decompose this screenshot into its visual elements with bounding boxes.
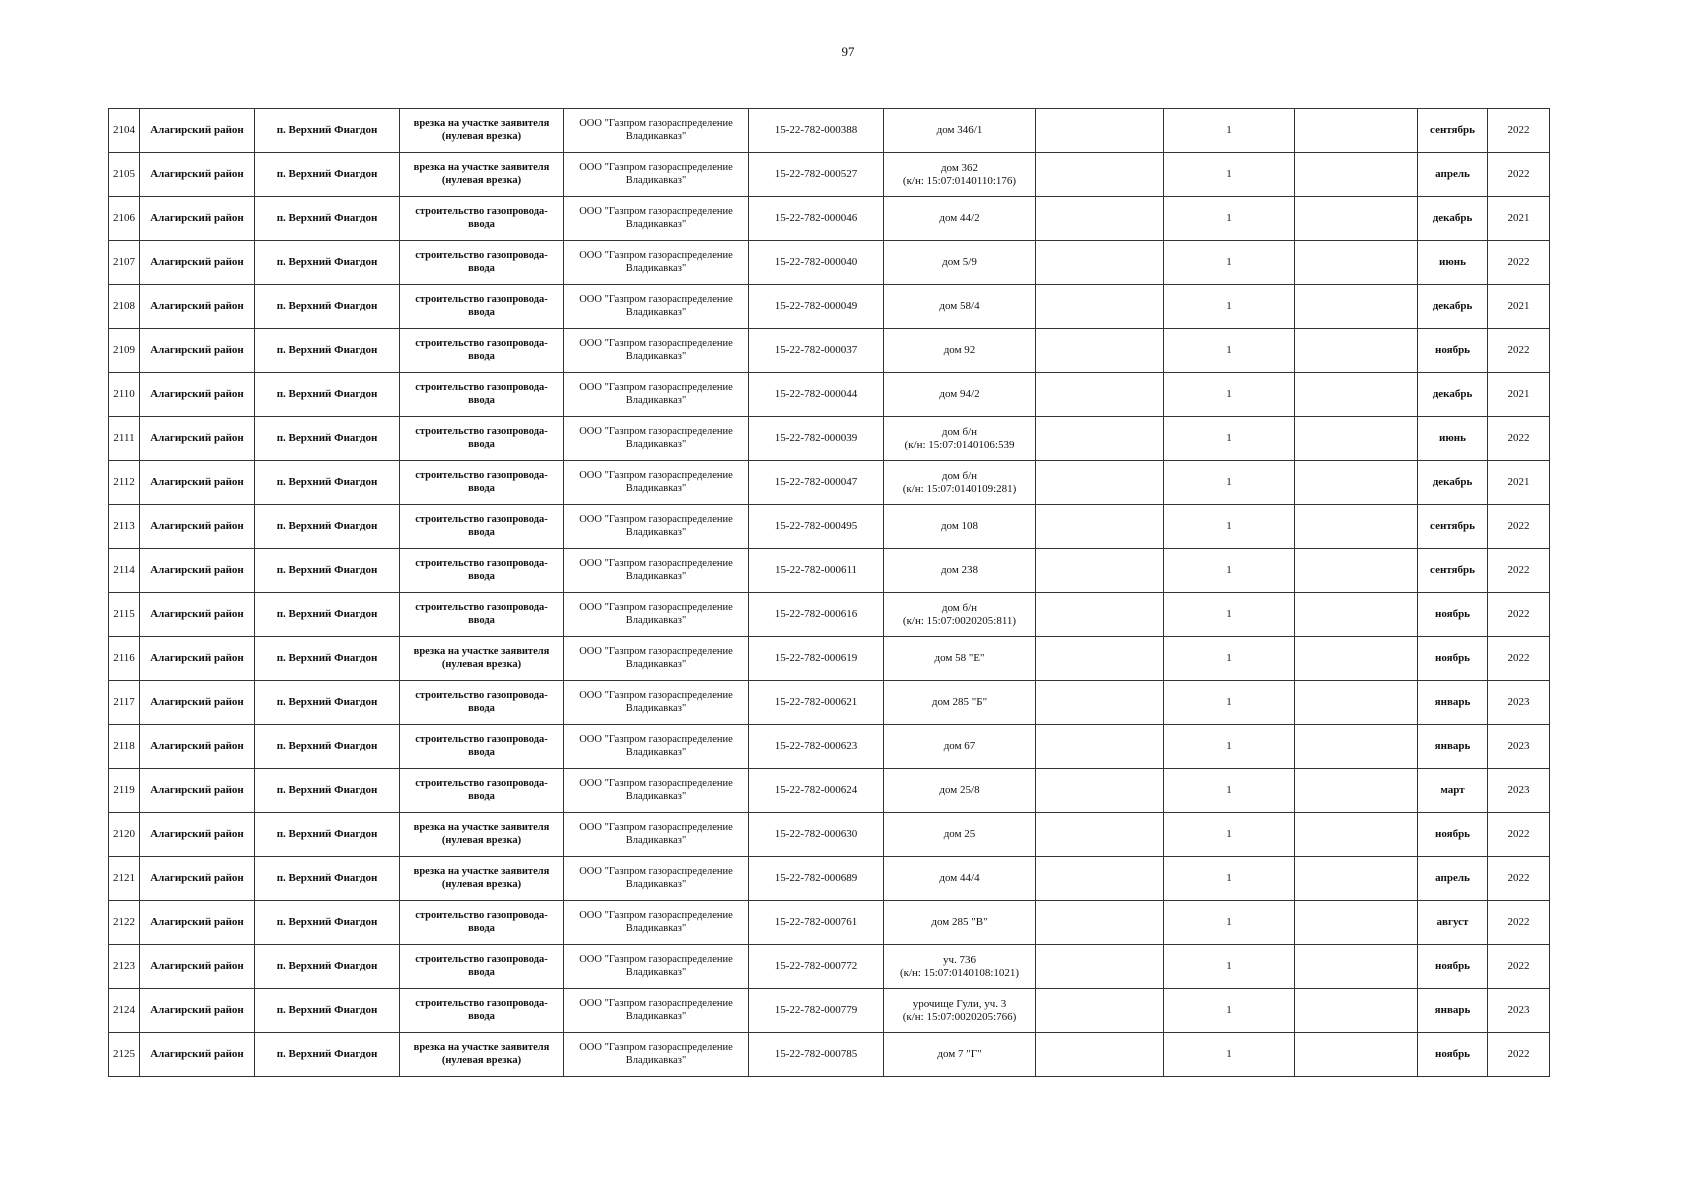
year-cell: 2022 bbox=[1488, 329, 1550, 373]
address-cell: дом 67 bbox=[884, 725, 1036, 769]
organization-cell: ООО "Газпром газораспределение Владикавказ" bbox=[564, 373, 749, 417]
address-cell: дом 25 bbox=[884, 813, 1036, 857]
year-cell: 2021 bbox=[1488, 285, 1550, 329]
work-type-cell: врезка на участке заявителя (нулевая врезка) bbox=[400, 857, 564, 901]
year-cell: 2023 bbox=[1488, 989, 1550, 1033]
month-cell: апрель bbox=[1418, 857, 1488, 901]
organization-cell: ООО "Газпром газораспределение Владикавказ" bbox=[564, 241, 749, 285]
work-type-cell: врезка на участке заявителя (нулевая врезка) bbox=[400, 813, 564, 857]
organization-cell: ООО "Газпром газораспределение Владикавказ" bbox=[564, 901, 749, 945]
organization-cell: ООО "Газпром газораспределение Владикавказ" bbox=[564, 417, 749, 461]
table-row bbox=[109, 549, 1550, 593]
table-row bbox=[109, 373, 1550, 417]
empty-cell bbox=[1295, 769, 1418, 813]
settlement-cell: п. Верхний Фиагдон bbox=[255, 505, 400, 549]
work-type-cell: строительство газопровода- ввода bbox=[400, 681, 564, 725]
empty-cell bbox=[1295, 901, 1418, 945]
settlement-cell: п. Верхний Фиагдон bbox=[255, 813, 400, 857]
table-row bbox=[109, 945, 1550, 989]
table-row bbox=[109, 989, 1550, 1033]
row-number: 2112 bbox=[109, 461, 140, 505]
table-row bbox=[109, 857, 1550, 901]
empty-cell bbox=[1036, 109, 1164, 153]
table-row bbox=[109, 769, 1550, 813]
application-code-cell: 15-22-782-000527 bbox=[749, 153, 884, 197]
district-cell: Алагирский район bbox=[140, 373, 255, 417]
month-cell: июнь bbox=[1418, 241, 1488, 285]
month-cell: июнь bbox=[1418, 417, 1488, 461]
organization-cell: ООО "Газпром газораспределение Владикавказ" bbox=[564, 593, 749, 637]
quantity-cell: 1 bbox=[1164, 945, 1295, 989]
organization-cell: ООО "Газпром газораспределение Владикавказ" bbox=[564, 329, 749, 373]
organization-cell: ООО "Газпром газораспределение Владикавказ" bbox=[564, 857, 749, 901]
address-cell: дом 94/2 bbox=[884, 373, 1036, 417]
settlement-cell: п. Верхний Фиагдон bbox=[255, 989, 400, 1033]
year-cell: 2022 bbox=[1488, 945, 1550, 989]
empty-cell bbox=[1036, 901, 1164, 945]
month-cell: сентябрь bbox=[1418, 549, 1488, 593]
quantity-cell: 1 bbox=[1164, 1033, 1295, 1077]
application-code-cell: 15-22-782-000388 bbox=[749, 109, 884, 153]
month-cell: декабрь bbox=[1418, 285, 1488, 329]
quantity-cell: 1 bbox=[1164, 505, 1295, 549]
year-cell: 2022 bbox=[1488, 637, 1550, 681]
month-cell: ноябрь bbox=[1418, 813, 1488, 857]
work-type-cell: строительство газопровода- ввода bbox=[400, 285, 564, 329]
application-code-cell: 15-22-782-000689 bbox=[749, 857, 884, 901]
empty-cell bbox=[1036, 461, 1164, 505]
row-number: 2119 bbox=[109, 769, 140, 813]
application-code-cell: 15-22-782-000630 bbox=[749, 813, 884, 857]
table-row bbox=[109, 505, 1550, 549]
application-code-cell: 15-22-782-000779 bbox=[749, 989, 884, 1033]
application-code-cell: 15-22-782-000495 bbox=[749, 505, 884, 549]
empty-cell bbox=[1295, 813, 1418, 857]
quantity-cell: 1 bbox=[1164, 813, 1295, 857]
application-code-cell: 15-22-782-000621 bbox=[749, 681, 884, 725]
month-cell: март bbox=[1418, 769, 1488, 813]
empty-cell bbox=[1295, 241, 1418, 285]
work-type-cell: врезка на участке заявителя (нулевая врезка) bbox=[400, 109, 564, 153]
settlement-cell: п. Верхний Фиагдон bbox=[255, 725, 400, 769]
district-cell: Алагирский район bbox=[140, 109, 255, 153]
work-type-cell: строительство газопровода- ввода bbox=[400, 197, 564, 241]
district-cell: Алагирский район bbox=[140, 945, 255, 989]
quantity-cell: 1 bbox=[1164, 725, 1295, 769]
district-cell: Алагирский район bbox=[140, 813, 255, 857]
quantity-cell: 1 bbox=[1164, 901, 1295, 945]
empty-cell bbox=[1295, 109, 1418, 153]
row-number: 2120 bbox=[109, 813, 140, 857]
row-number: 2110 bbox=[109, 373, 140, 417]
year-cell: 2022 bbox=[1488, 813, 1550, 857]
organization-cell: ООО "Газпром газораспределение Владикавказ" bbox=[564, 989, 749, 1033]
quantity-cell: 1 bbox=[1164, 637, 1295, 681]
organization-cell: ООО "Газпром газораспределение Владикавказ" bbox=[564, 725, 749, 769]
district-cell: Алагирский район bbox=[140, 593, 255, 637]
work-type-cell: строительство газопровода- ввода bbox=[400, 901, 564, 945]
address-cell: дом б/н (к/н: 15:07:0140109:281) bbox=[884, 461, 1036, 505]
settlement-cell: п. Верхний Фиагдон bbox=[255, 857, 400, 901]
year-cell: 2022 bbox=[1488, 549, 1550, 593]
application-code-cell: 15-22-782-000037 bbox=[749, 329, 884, 373]
register-table bbox=[108, 108, 1550, 1077]
organization-cell: ООО "Газпром газораспределение Владикавказ" bbox=[564, 505, 749, 549]
table-row bbox=[109, 329, 1550, 373]
district-cell: Алагирский район bbox=[140, 1033, 255, 1077]
settlement-cell: п. Верхний Фиагдон bbox=[255, 637, 400, 681]
quantity-cell: 1 bbox=[1164, 329, 1295, 373]
table-row bbox=[109, 593, 1550, 637]
quantity-cell: 1 bbox=[1164, 153, 1295, 197]
quantity-cell: 1 bbox=[1164, 549, 1295, 593]
empty-cell bbox=[1036, 769, 1164, 813]
organization-cell: ООО "Газпром газораспределение Владикавказ" bbox=[564, 945, 749, 989]
table-row bbox=[109, 681, 1550, 725]
district-cell: Алагирский район bbox=[140, 197, 255, 241]
year-cell: 2022 bbox=[1488, 241, 1550, 285]
address-cell: дом 362 (к/н: 15:07:0140110:176) bbox=[884, 153, 1036, 197]
address-cell: дом 44/2 bbox=[884, 197, 1036, 241]
month-cell: ноябрь bbox=[1418, 1033, 1488, 1077]
month-cell: ноябрь bbox=[1418, 329, 1488, 373]
table-row bbox=[109, 1033, 1550, 1077]
quantity-cell: 1 bbox=[1164, 285, 1295, 329]
district-cell: Алагирский район bbox=[140, 857, 255, 901]
empty-cell bbox=[1295, 681, 1418, 725]
table-row bbox=[109, 153, 1550, 197]
table-row bbox=[109, 241, 1550, 285]
district-cell: Алагирский район bbox=[140, 681, 255, 725]
month-cell: январь bbox=[1418, 725, 1488, 769]
month-cell: декабрь bbox=[1418, 197, 1488, 241]
empty-cell bbox=[1295, 989, 1418, 1033]
year-cell: 2023 bbox=[1488, 681, 1550, 725]
table-row bbox=[109, 901, 1550, 945]
table-row bbox=[109, 109, 1550, 153]
month-cell: август bbox=[1418, 901, 1488, 945]
empty-cell bbox=[1036, 153, 1164, 197]
work-type-cell: строительство газопровода- ввода bbox=[400, 593, 564, 637]
row-number: 2107 bbox=[109, 241, 140, 285]
row-number: 2105 bbox=[109, 153, 140, 197]
application-code-cell: 15-22-782-000761 bbox=[749, 901, 884, 945]
empty-cell bbox=[1295, 945, 1418, 989]
address-cell: дом 7 "Г" bbox=[884, 1033, 1036, 1077]
district-cell: Алагирский район bbox=[140, 241, 255, 285]
quantity-cell: 1 bbox=[1164, 373, 1295, 417]
organization-cell: ООО "Газпром газораспределение Владикавказ" bbox=[564, 769, 749, 813]
row-number: 2113 bbox=[109, 505, 140, 549]
application-code-cell: 15-22-782-000049 bbox=[749, 285, 884, 329]
district-cell: Алагирский район bbox=[140, 329, 255, 373]
address-cell: дом 238 bbox=[884, 549, 1036, 593]
year-cell: 2023 bbox=[1488, 769, 1550, 813]
row-number: 2124 bbox=[109, 989, 140, 1033]
district-cell: Алагирский район bbox=[140, 725, 255, 769]
empty-cell bbox=[1036, 681, 1164, 725]
month-cell: ноябрь bbox=[1418, 593, 1488, 637]
organization-cell: ООО "Газпром газораспределение Владикавказ" bbox=[564, 153, 749, 197]
page-number: 97 bbox=[841, 44, 855, 59]
organization-cell: ООО "Газпром газораспределение Владикавказ" bbox=[564, 549, 749, 593]
district-cell: Алагирский район bbox=[140, 285, 255, 329]
application-code-cell: 15-22-782-000772 bbox=[749, 945, 884, 989]
organization-cell: ООО "Газпром газораспределение Владикавказ" bbox=[564, 461, 749, 505]
quantity-cell: 1 bbox=[1164, 593, 1295, 637]
address-cell: дом 285 "В" bbox=[884, 901, 1036, 945]
empty-cell bbox=[1295, 197, 1418, 241]
address-cell: дом б/н (к/н: 15:07:0140106:539 bbox=[884, 417, 1036, 461]
settlement-cell: п. Верхний Фиагдон bbox=[255, 549, 400, 593]
quantity-cell: 1 bbox=[1164, 769, 1295, 813]
empty-cell bbox=[1036, 329, 1164, 373]
address-cell: дом 58/4 bbox=[884, 285, 1036, 329]
district-cell: Алагирский район bbox=[140, 505, 255, 549]
settlement-cell: п. Верхний Фиагдон bbox=[255, 417, 400, 461]
quantity-cell: 1 bbox=[1164, 461, 1295, 505]
month-cell: апрель bbox=[1418, 153, 1488, 197]
district-cell: Алагирский район bbox=[140, 901, 255, 945]
work-type-cell: строительство газопровода- ввода bbox=[400, 505, 564, 549]
application-code-cell: 15-22-782-000785 bbox=[749, 1033, 884, 1077]
work-type-cell: строительство газопровода- ввода bbox=[400, 329, 564, 373]
address-cell: дом 5/9 bbox=[884, 241, 1036, 285]
address-cell: дом 44/4 bbox=[884, 857, 1036, 901]
district-cell: Алагирский район bbox=[140, 637, 255, 681]
organization-cell: ООО "Газпром газораспределение Владикавказ" bbox=[564, 813, 749, 857]
settlement-cell: п. Верхний Фиагдон bbox=[255, 153, 400, 197]
year-cell: 2021 bbox=[1488, 461, 1550, 505]
address-cell: дом 346/1 bbox=[884, 109, 1036, 153]
year-cell: 2022 bbox=[1488, 901, 1550, 945]
row-number: 2118 bbox=[109, 725, 140, 769]
work-type-cell: строительство газопровода- ввода bbox=[400, 461, 564, 505]
empty-cell bbox=[1295, 593, 1418, 637]
settlement-cell: п. Верхний Фиагдон bbox=[255, 109, 400, 153]
month-cell: ноябрь bbox=[1418, 637, 1488, 681]
settlement-cell: п. Верхний Фиагдон bbox=[255, 681, 400, 725]
empty-cell bbox=[1036, 417, 1164, 461]
settlement-cell: п. Верхний Фиагдон bbox=[255, 285, 400, 329]
organization-cell: ООО "Газпром газораспределение Владикавказ" bbox=[564, 637, 749, 681]
empty-cell bbox=[1036, 197, 1164, 241]
row-number: 2123 bbox=[109, 945, 140, 989]
district-cell: Алагирский район bbox=[140, 153, 255, 197]
application-code-cell: 15-22-782-000619 bbox=[749, 637, 884, 681]
application-code-cell: 15-22-782-000047 bbox=[749, 461, 884, 505]
settlement-cell: п. Верхний Фиагдон bbox=[255, 901, 400, 945]
address-cell: дом 25/8 bbox=[884, 769, 1036, 813]
address-cell: уч. 736 (к/н: 15:07:0140108:1021) bbox=[884, 945, 1036, 989]
district-cell: Алагирский район bbox=[140, 461, 255, 505]
district-cell: Алагирский район bbox=[140, 549, 255, 593]
row-number: 2109 bbox=[109, 329, 140, 373]
month-cell: сентябрь bbox=[1418, 505, 1488, 549]
district-cell: Алагирский район bbox=[140, 989, 255, 1033]
table-row bbox=[109, 417, 1550, 461]
organization-cell: ООО "Газпром газораспределение Владикавказ" bbox=[564, 681, 749, 725]
settlement-cell: п. Верхний Фиагдон bbox=[255, 593, 400, 637]
application-code-cell: 15-22-782-000046 bbox=[749, 197, 884, 241]
empty-cell bbox=[1036, 813, 1164, 857]
row-number: 2117 bbox=[109, 681, 140, 725]
application-code-cell: 15-22-782-000039 bbox=[749, 417, 884, 461]
work-type-cell: строительство газопровода- ввода bbox=[400, 241, 564, 285]
row-number: 2121 bbox=[109, 857, 140, 901]
empty-cell bbox=[1295, 417, 1418, 461]
settlement-cell: п. Верхний Фиагдон bbox=[255, 461, 400, 505]
year-cell: 2022 bbox=[1488, 505, 1550, 549]
table-row bbox=[109, 637, 1550, 681]
quantity-cell: 1 bbox=[1164, 241, 1295, 285]
empty-cell bbox=[1036, 857, 1164, 901]
work-type-cell: строительство газопровода- ввода bbox=[400, 769, 564, 813]
row-number: 2108 bbox=[109, 285, 140, 329]
empty-cell bbox=[1295, 461, 1418, 505]
work-type-cell: врезка на участке заявителя (нулевая врезка) bbox=[400, 637, 564, 681]
year-cell: 2022 bbox=[1488, 109, 1550, 153]
year-cell: 2022 bbox=[1488, 593, 1550, 637]
quantity-cell: 1 bbox=[1164, 109, 1295, 153]
quantity-cell: 1 bbox=[1164, 989, 1295, 1033]
empty-cell bbox=[1036, 637, 1164, 681]
settlement-cell: п. Верхний Фиагдон bbox=[255, 241, 400, 285]
address-cell: дом 108 bbox=[884, 505, 1036, 549]
row-number: 2111 bbox=[109, 417, 140, 461]
organization-cell: ООО "Газпром газораспределение Владикавказ" bbox=[564, 285, 749, 329]
work-type-cell: строительство газопровода- ввода bbox=[400, 725, 564, 769]
address-cell: дом 92 bbox=[884, 329, 1036, 373]
application-code-cell: 15-22-782-000040 bbox=[749, 241, 884, 285]
work-type-cell: строительство газопровода- ввода bbox=[400, 549, 564, 593]
empty-cell bbox=[1036, 241, 1164, 285]
application-code-cell: 15-22-782-000616 bbox=[749, 593, 884, 637]
empty-cell bbox=[1295, 285, 1418, 329]
application-code-cell: 15-22-782-000624 bbox=[749, 769, 884, 813]
district-cell: Алагирский район bbox=[140, 769, 255, 813]
empty-cell bbox=[1036, 725, 1164, 769]
empty-cell bbox=[1036, 1033, 1164, 1077]
row-number: 2125 bbox=[109, 1033, 140, 1077]
empty-cell bbox=[1036, 549, 1164, 593]
settlement-cell: п. Верхний Фиагдон bbox=[255, 329, 400, 373]
register-body bbox=[109, 109, 1550, 1077]
work-type-cell: строительство газопровода- ввода bbox=[400, 373, 564, 417]
work-type-cell: врезка на участке заявителя (нулевая врезка) bbox=[400, 1033, 564, 1077]
work-type-cell: строительство газопровода- ввода bbox=[400, 417, 564, 461]
quantity-cell: 1 bbox=[1164, 197, 1295, 241]
work-type-cell: врезка на участке заявителя (нулевая врезка) bbox=[400, 153, 564, 197]
month-cell: ноябрь bbox=[1418, 945, 1488, 989]
application-code-cell: 15-22-782-000611 bbox=[749, 549, 884, 593]
organization-cell: ООО "Газпром газораспределение Владикавказ" bbox=[564, 1033, 749, 1077]
row-number: 2104 bbox=[109, 109, 140, 153]
settlement-cell: п. Верхний Фиагдон bbox=[255, 197, 400, 241]
empty-cell bbox=[1295, 637, 1418, 681]
table-row bbox=[109, 725, 1550, 769]
address-cell: дом б/н (к/н: 15:07:0020205:811) bbox=[884, 593, 1036, 637]
table-row bbox=[109, 813, 1550, 857]
row-number: 2122 bbox=[109, 901, 140, 945]
year-cell: 2021 bbox=[1488, 197, 1550, 241]
table-row bbox=[109, 461, 1550, 505]
row-number: 2116 bbox=[109, 637, 140, 681]
settlement-cell: п. Верхний Фиагдон bbox=[255, 769, 400, 813]
month-cell: декабрь bbox=[1418, 461, 1488, 505]
settlement-cell: п. Верхний Фиагдон bbox=[255, 945, 400, 989]
year-cell: 2022 bbox=[1488, 417, 1550, 461]
empty-cell bbox=[1295, 505, 1418, 549]
empty-cell bbox=[1036, 285, 1164, 329]
year-cell: 2023 bbox=[1488, 725, 1550, 769]
empty-cell bbox=[1295, 857, 1418, 901]
empty-cell bbox=[1036, 373, 1164, 417]
empty-cell bbox=[1295, 549, 1418, 593]
year-cell: 2021 bbox=[1488, 373, 1550, 417]
organization-cell: ООО "Газпром газораспределение Владикавказ" bbox=[564, 109, 749, 153]
month-cell: декабрь bbox=[1418, 373, 1488, 417]
empty-cell bbox=[1036, 945, 1164, 989]
application-code-cell: 15-22-782-000623 bbox=[749, 725, 884, 769]
settlement-cell: п. Верхний Фиагдон bbox=[255, 1033, 400, 1077]
organization-cell: ООО "Газпром газораспределение Владикавказ" bbox=[564, 197, 749, 241]
quantity-cell: 1 bbox=[1164, 681, 1295, 725]
empty-cell bbox=[1036, 593, 1164, 637]
application-code-cell: 15-22-782-000044 bbox=[749, 373, 884, 417]
empty-cell bbox=[1295, 725, 1418, 769]
empty-cell bbox=[1036, 989, 1164, 1033]
year-cell: 2022 bbox=[1488, 857, 1550, 901]
work-type-cell: строительство газопровода- ввода bbox=[400, 989, 564, 1033]
table-row bbox=[109, 285, 1550, 329]
empty-cell bbox=[1295, 1033, 1418, 1077]
month-cell: январь bbox=[1418, 989, 1488, 1033]
row-number: 2106 bbox=[109, 197, 140, 241]
work-type-cell: строительство газопровода- ввода bbox=[400, 945, 564, 989]
empty-cell bbox=[1295, 329, 1418, 373]
quantity-cell: 1 bbox=[1164, 857, 1295, 901]
address-cell: дом 285 "Б" bbox=[884, 681, 1036, 725]
year-cell: 2022 bbox=[1488, 153, 1550, 197]
month-cell: январь bbox=[1418, 681, 1488, 725]
address-cell: урочище Гули, уч. 3 (к/н: 15:07:0020205:766) bbox=[884, 989, 1036, 1033]
empty-cell bbox=[1295, 373, 1418, 417]
table-row bbox=[109, 197, 1550, 241]
district-cell: Алагирский район bbox=[140, 417, 255, 461]
row-number: 2114 bbox=[109, 549, 140, 593]
quantity-cell: 1 bbox=[1164, 417, 1295, 461]
row-number: 2115 bbox=[109, 593, 140, 637]
settlement-cell: п. Верхний Фиагдон bbox=[255, 373, 400, 417]
empty-cell bbox=[1036, 505, 1164, 549]
empty-cell bbox=[1295, 153, 1418, 197]
month-cell: сентябрь bbox=[1418, 109, 1488, 153]
year-cell: 2022 bbox=[1488, 1033, 1550, 1077]
address-cell: дом 58 "Е" bbox=[884, 637, 1036, 681]
